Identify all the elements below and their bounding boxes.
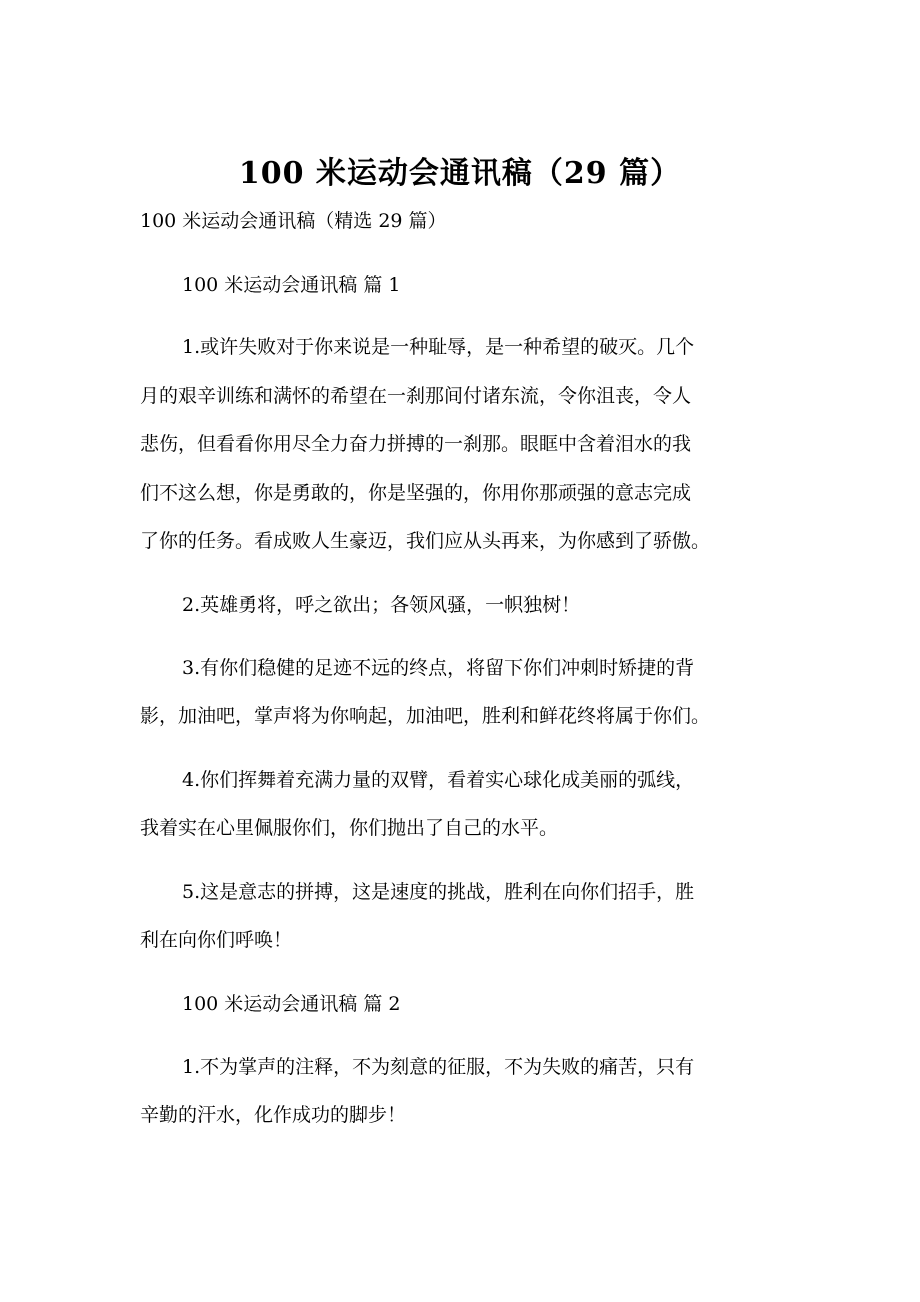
paragraph-line: 悲伤，但看看你用尽全力奋力拼搏的一刹那。眼眶中含着泪水的我 bbox=[140, 433, 692, 455]
paragraph-line: 辛勤的汗水，化作成功的脚步！ bbox=[140, 1104, 407, 1126]
paragraph-line: 利在向你们呼唤！ bbox=[140, 929, 293, 951]
section-heading-1: 100 米运动会通讯稿 篇 1 bbox=[182, 274, 401, 296]
paragraph-line: 月的艰辛训练和满怀的希望在一刹那间付诸东流，令你沮丧，令人 bbox=[140, 385, 692, 407]
document-subtitle: 100 米运动会通讯稿（精选 29 篇） bbox=[140, 210, 447, 232]
paragraph-line: 2.英雄勇将，呼之欲出；各领风骚，一帜独树！ bbox=[182, 594, 581, 616]
paragraph-line: 了你的任务。看成败人生豪迈，我们应从头再来，为你感到了骄傲。 bbox=[140, 530, 711, 552]
paragraph-line: 4.你们挥舞着充满力量的双臂，看着实心球化成美丽的弧线， bbox=[182, 769, 695, 791]
paragraph-line: 1.不为掌声的注释，不为刻意的征服，不为失败的痛苦，只有 bbox=[182, 1056, 695, 1078]
paragraph-line: 1.或许失败对于你来说是一种耻辱，是一种希望的破灭。几个 bbox=[182, 336, 695, 358]
paragraph-line: 影，加油吧，掌声将为你响起，加油吧，胜利和鲜花终将属于你们。 bbox=[140, 705, 711, 727]
paragraph-line: 我着实在心里佩服你们，你们抛出了自己的水平。 bbox=[140, 817, 559, 839]
document-title: 100 米运动会通讯稿（29 篇） bbox=[238, 156, 682, 191]
section-heading-2: 100 米运动会通讯稿 篇 2 bbox=[182, 993, 401, 1015]
paragraph-line: 们不这么想，你是勇敢的，你是坚强的，你用你那顽强的意志完成 bbox=[140, 482, 692, 504]
paragraph-line: 5.这是意志的拼搏，这是速度的挑战，胜利在向你们招手，胜 bbox=[182, 881, 695, 903]
paragraph-line: 3.有你们稳健的足迹不远的终点，将留下你们冲刺时矫捷的背 bbox=[182, 657, 695, 679]
